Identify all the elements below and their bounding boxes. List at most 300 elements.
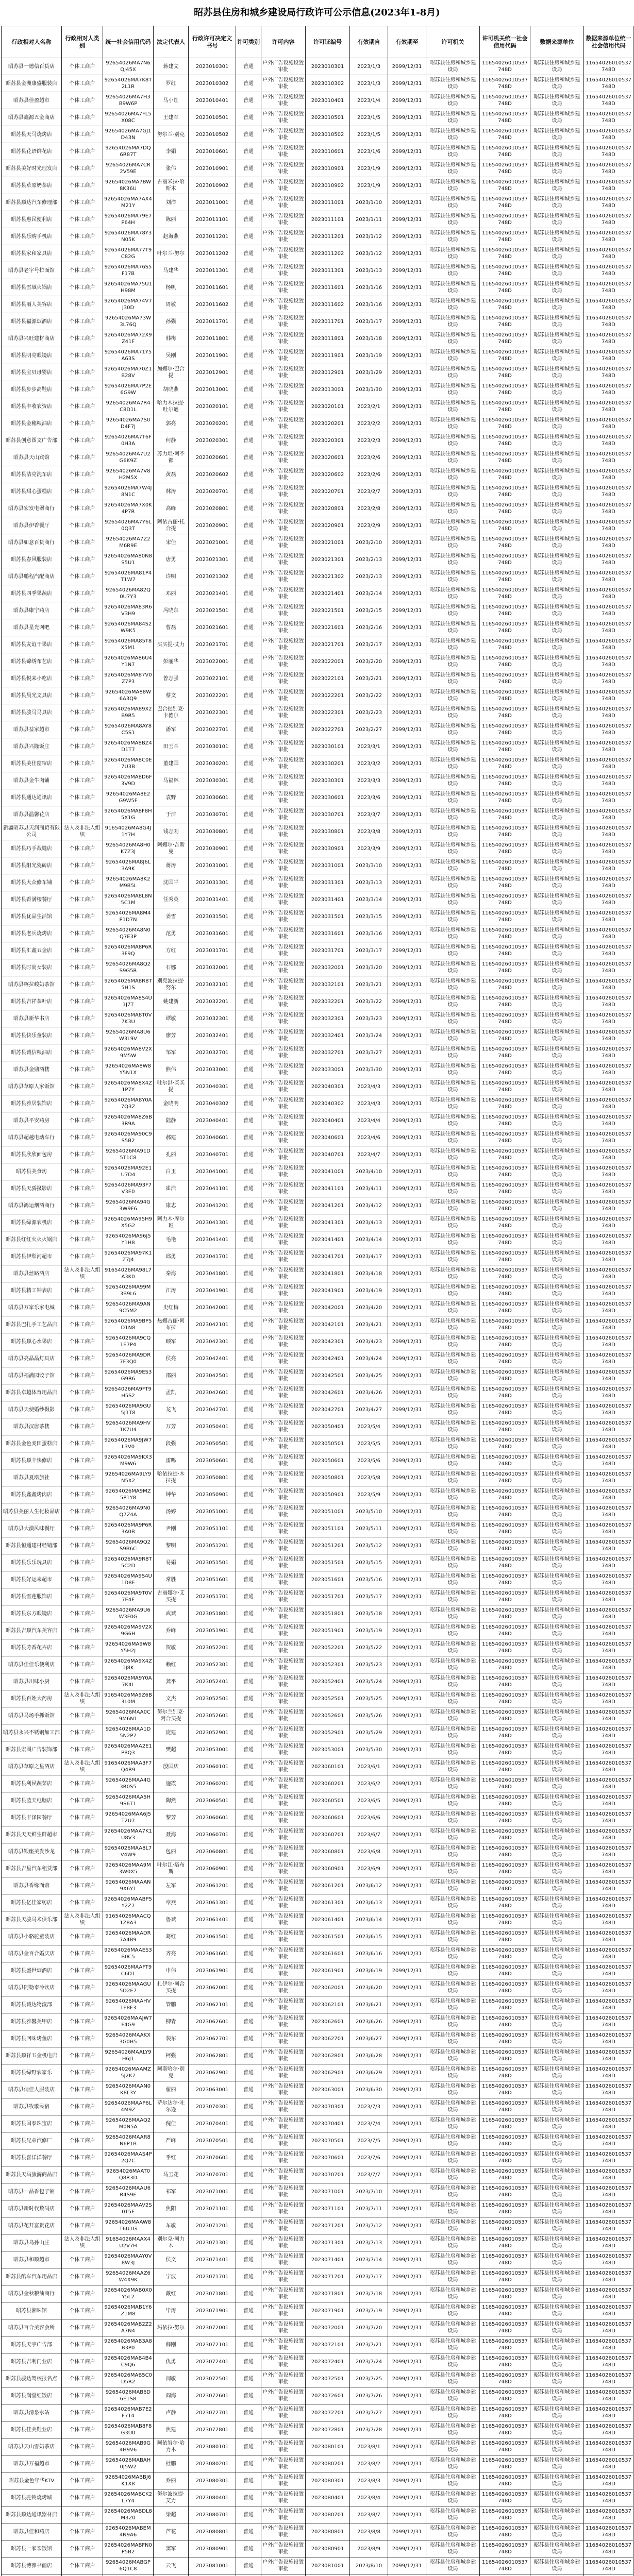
cell-license-type [236, 194, 261, 211]
table-row [2, 1656, 633, 1673]
cell-valid-to [388, 1452, 426, 1469]
cell-valid-from-text: 2023/6/27 [355, 2036, 382, 2042]
cell-category [62, 1231, 103, 1248]
cell-legal-rep [154, 1758, 189, 1775]
cell-valid-from-text: 2023/5/30 [355, 1747, 382, 1753]
cell-authority-text: 昭苏县住房和城乡建设局 [429, 842, 476, 855]
cell-license-type [236, 1146, 261, 1163]
cell-category [62, 942, 103, 959]
cell-legal-rep [154, 2370, 189, 2387]
cell-source-unit-text: 昭苏县住房和城乡建设局 [533, 2543, 580, 2555]
cell-source-unit [530, 1163, 584, 1180]
cell-name [2, 1639, 62, 1656]
cell-decision-no-text: 2023031001 [195, 862, 229, 869]
cell-legal-rep-text: 宋佳 [165, 539, 176, 546]
cell-credit-code [103, 738, 154, 755]
cell-authority-code [480, 1044, 530, 1061]
cell-category-text: 个体工商户 [69, 2019, 95, 2025]
cell-valid-from-text: 2023/8/4 [357, 2495, 380, 2501]
cell-license-content-text: 户外广告设施设置审批 [262, 451, 304, 464]
cell-authority [426, 1877, 480, 1894]
cell-license-no-text: 2023061501 [311, 1934, 344, 1940]
cell-valid-from [350, 296, 388, 313]
cell-source-unit [530, 1316, 584, 1333]
cell-license-no [306, 143, 350, 160]
cell-license-no [306, 1792, 350, 1809]
cell-category-text: 个体工商户 [69, 607, 95, 614]
cell-legal-rep-text: 周敏 [165, 301, 176, 308]
cell-source-unit [530, 92, 584, 109]
cell-decision-no [189, 432, 236, 449]
cell-credit-code-text: 92654026MA8L8N5C1M [104, 893, 152, 906]
cell-legal-rep [154, 721, 189, 738]
cell-name-text: 昭苏县银座美发沙龙 [8, 1849, 55, 1855]
cell-credit-code-text: 92654026MA8C0E7U3B [104, 757, 152, 770]
cell-source-unit-text: 昭苏县住房和城乡建设局 [533, 1352, 580, 1365]
table-row [2, 585, 633, 602]
cell-name [2, 160, 62, 177]
cell-name-text: 昭苏县骏马马具店 [11, 709, 52, 716]
cell-source-code-text: 11654026010537748D [585, 111, 632, 124]
cell-legal-rep [154, 364, 189, 381]
cell-decision-no [189, 1894, 236, 1911]
cell-license-content [261, 976, 306, 993]
cell-license-no [306, 568, 350, 585]
cell-source-unit [530, 925, 584, 942]
cell-license-no [306, 908, 350, 925]
cell-authority-code [480, 670, 530, 687]
cell-authority-code-text: 11654026010537748D [481, 1590, 528, 1603]
cell-license-no [306, 653, 350, 670]
cell-license-content [261, 2302, 306, 2319]
cell-valid-from [350, 415, 388, 432]
cell-license-no [306, 840, 350, 857]
cell-valid-from-text: 2023/2/16 [355, 624, 382, 631]
cell-valid-from-text: 2023/2/8 [357, 505, 380, 512]
cell-authority-code [480, 806, 530, 823]
cell-legal-rep-text: 曹磊 [165, 624, 176, 631]
cell-license-content-text: 户外广告设施设置审批 [262, 1250, 304, 1263]
cell-name [2, 1792, 62, 1809]
header-license-type: 许可类别 [236, 26, 261, 58]
cell-valid-to-text: 2099/12/31 [392, 1202, 422, 1209]
cell-credit-code [103, 1639, 154, 1656]
cell-source-unit [530, 194, 584, 211]
cell-name [2, 2472, 62, 2489]
cell-source-unit [530, 1690, 584, 1707]
cell-valid-to [388, 2047, 426, 2064]
cell-license-type [236, 2132, 261, 2149]
cell-credit-code-text: 92654026MA9AN9C5M2 [105, 1301, 151, 1314]
cell-authority-code [480, 279, 530, 296]
cell-valid-to [388, 1435, 426, 1452]
cell-credit-code-text: 92654026MAA7K1U8V3 [104, 1828, 152, 1841]
cell-legal-rep [154, 126, 189, 143]
cell-source-unit-text: 昭苏县住房和城乡建设局 [533, 570, 580, 583]
cell-valid-from [350, 1197, 388, 1214]
cell-license-type [236, 721, 261, 738]
cell-authority-code [480, 636, 530, 653]
cell-legal-rep [154, 1146, 189, 1163]
cell-source-unit-text: 昭苏县住房和城乡建设局 [533, 1760, 580, 1773]
cell-authority-text: 昭苏县住房和城乡建设局 [429, 638, 476, 651]
cell-category-text: 个体工商户 [69, 1645, 95, 1651]
cell-source-unit [530, 789, 584, 806]
cell-source-unit [530, 2387, 584, 2404]
cell-source-code-text: 11654026010537748D [585, 2321, 632, 2334]
cell-source-code [584, 1656, 633, 1673]
cell-valid-from-text: 2023/1/3 [357, 63, 380, 70]
cell-category-text: 个体工商户 [69, 420, 95, 427]
cell-valid-from [350, 2302, 388, 2319]
cell-name-text: 昭苏县悦来小吃店 [11, 675, 52, 682]
cell-license-content-text: 户外广告设施设置审批 [262, 2049, 304, 2062]
cell-authority [426, 1401, 480, 1418]
cell-decision-no [189, 2183, 236, 2200]
cell-authority-text: 昭苏县住房和城乡建设局 [429, 1369, 476, 1382]
cell-authority-text: 昭苏县住房和城乡建设局 [429, 1726, 476, 1739]
cell-license-content [261, 2132, 306, 2149]
cell-category [62, 143, 103, 160]
cell-license-no-text: 2023032201 [311, 998, 344, 1005]
cell-valid-from [350, 721, 388, 738]
cell-legal-rep-text: 包丽 [165, 1849, 176, 1855]
cell-name [2, 1945, 62, 1962]
cell-credit-code [103, 840, 154, 857]
cell-credit-code [103, 296, 154, 313]
cell-authority-code-text: 11654026010537748D [481, 2509, 528, 2521]
cell-valid-to-text: 2099/12/31 [392, 335, 422, 342]
cell-legal-rep-text: 叶尔兰·努尔 [157, 250, 185, 257]
cell-license-type-text: 普通 [243, 539, 254, 546]
cell-license-content-text: 户外广告设施设置审批 [262, 927, 304, 940]
cell-license-type-text: 普通 [243, 2342, 254, 2348]
cell-source-code-text: 11654026010537748D [585, 366, 632, 379]
cell-license-content [261, 2353, 306, 2370]
table-row [2, 704, 633, 721]
cell-license-no [306, 2506, 350, 2523]
cell-authority [426, 1146, 480, 1163]
cell-license-no [306, 806, 350, 823]
cell-authority-code [480, 2200, 530, 2217]
cell-license-type [236, 1061, 261, 1078]
cell-license-no [306, 2132, 350, 2149]
cell-source-code-text: 11654026010537748D [585, 1148, 632, 1161]
cell-valid-to-text: 2099/12/31 [392, 2019, 422, 2025]
cell-license-type [236, 1962, 261, 1979]
cell-decision-no-text: 2023040401 [195, 1117, 229, 1124]
cell-license-type [236, 262, 261, 279]
cell-source-code [584, 92, 633, 109]
cell-authority-code [480, 1197, 530, 1214]
cell-authority [426, 1826, 480, 1843]
cell-source-code-text: 11654026010537748D [585, 961, 632, 974]
cell-authority-code [480, 296, 530, 313]
cell-credit-code [103, 2030, 154, 2047]
cell-source-unit [530, 483, 584, 500]
cell-category [62, 1146, 103, 1163]
cell-license-type [236, 534, 261, 551]
cell-authority [426, 2455, 480, 2472]
cell-name [2, 1911, 62, 1928]
cell-valid-from-text: 2023/4/21 [355, 1321, 382, 1328]
cell-name-text: 昭苏县草原奶茶店 [11, 182, 52, 189]
cell-decision-no-text: 2023052901 [195, 1730, 229, 1736]
cell-authority-code-text: 11654026010537748D [481, 400, 528, 413]
cell-source-code [584, 1860, 633, 1877]
cell-name [2, 245, 62, 262]
table-row [2, 483, 633, 500]
cell-license-no-text: 2023052401 [311, 1679, 344, 1685]
cell-decision-no [189, 687, 236, 704]
cell-valid-to-text: 2099/12/31 [392, 2138, 422, 2144]
cell-license-content [261, 551, 306, 568]
cell-source-unit [530, 2268, 584, 2285]
cell-authority-text: 昭苏县住房和城乡建设局 [429, 621, 476, 634]
cell-valid-from-text: 2023/5/19 [355, 1628, 382, 1634]
cell-license-no-text: 2023010302 [311, 80, 344, 87]
cell-authority-text: 昭苏县住房和城乡建设局 [429, 757, 476, 770]
cell-credit-code-text: 92654026MA91D5T1C8 [106, 1148, 151, 1161]
cell-legal-rep [154, 1554, 189, 1571]
cell-category-text: 个体工商户 [69, 896, 95, 903]
cell-authority [426, 704, 480, 721]
cell-license-content [261, 381, 306, 398]
cell-authority-code [480, 245, 530, 262]
cell-authority-code-text: 11654026010537748D [481, 859, 528, 872]
cell-license-content [261, 2200, 306, 2217]
cell-category-text: 个体工商户 [69, 1730, 95, 1736]
cell-valid-from [350, 1639, 388, 1656]
cell-license-content [261, 789, 306, 806]
cell-license-content [261, 2013, 306, 2030]
cell-name-text: 昭苏县金秋粮油商行 [8, 2291, 55, 2297]
cell-license-no-text: 2023072101 [311, 2342, 344, 2348]
cell-authority-code [480, 1622, 530, 1639]
cell-license-no-text: 2023031301 [311, 879, 344, 886]
cell-decision-no-text: 2023030701 [195, 811, 229, 818]
cell-source-unit-text: 昭苏县住房和城乡建设局 [533, 77, 580, 90]
cell-authority-code [480, 1265, 530, 1282]
cell-source-unit-text: 昭苏县住房和城乡建设局 [533, 2406, 580, 2419]
cell-decision-no-text: 2023070401 [195, 2121, 229, 2127]
cell-source-unit [530, 1945, 584, 1962]
cell-authority [426, 1010, 480, 1027]
cell-source-code-text: 11654026010537748D [585, 808, 632, 821]
cell-authority-text: 昭苏县住房和城乡建设局 [429, 1760, 476, 1773]
cell-valid-to-text: 2099/12/31 [392, 1355, 422, 1362]
cell-decision-no [189, 2319, 236, 2336]
cell-valid-from [350, 1486, 388, 1503]
cell-credit-code-text: 92654026MABDL8M3Z0 [104, 2509, 152, 2521]
cell-credit-code-text: 92654026MA9R8T5C2D [104, 1556, 152, 1569]
cell-source-unit [530, 1979, 584, 1996]
cell-license-content [261, 1095, 306, 1112]
cell-name-text: 昭苏县晨光文具店 [11, 692, 52, 699]
cell-source-unit-text: 昭苏县住房和城乡建设局 [533, 2151, 580, 2164]
cell-license-content-text: 户外广告设施设置审批 [262, 281, 304, 294]
cell-valid-to [388, 2472, 426, 2489]
cell-credit-code [103, 1316, 154, 1333]
cell-authority-text: 昭苏县住房和城乡建设局 [429, 1828, 476, 1841]
cell-license-no [306, 1197, 350, 1214]
cell-authority-code [480, 1724, 530, 1741]
cell-name-text: 昭苏县平安药房 [13, 1117, 49, 1124]
cell-license-no-text: 2023042001 [311, 1304, 344, 1311]
cell-license-content [261, 1979, 306, 1996]
cell-source-unit [530, 1775, 584, 1792]
cell-valid-from-text: 2023/6/26 [355, 2019, 382, 2025]
cell-authority [426, 347, 480, 364]
cell-license-content [261, 653, 306, 670]
cell-license-no-text: 2023031501 [311, 913, 344, 920]
cell-decision-no [189, 891, 236, 908]
cell-valid-to [388, 857, 426, 874]
cell-name [2, 1843, 62, 1860]
cell-license-no-text: 2023011101 [311, 216, 344, 223]
cell-authority-code-text: 11654026010537748D [481, 77, 528, 90]
cell-license-no [306, 2489, 350, 2506]
cell-license-type-text: 普通 [243, 811, 254, 818]
cell-name-text: 昭苏县金鼎酒楼 [13, 1066, 49, 1073]
cell-legal-rep [154, 2336, 189, 2353]
cell-decision-no [189, 143, 236, 160]
cell-valid-from-text: 2023/4/27 [355, 1406, 382, 1413]
cell-name-text: 昭苏县四季果蔬店 [11, 590, 52, 597]
table-row [2, 857, 633, 874]
cell-source-code-text: 11654026010537748D [585, 2372, 632, 2385]
cell-valid-to [388, 789, 426, 806]
cell-source-code-text: 11654026010537748D [585, 281, 632, 294]
cell-valid-from-text: 2023/7/6 [357, 2155, 380, 2161]
cell-valid-to-text: 2099/12/31 [392, 1032, 422, 1039]
cell-license-type [236, 1112, 261, 1129]
cell-authority-code-text: 11654026010537748D [481, 281, 528, 294]
cell-valid-from-text: 2023/6/30 [355, 2087, 382, 2093]
cell-credit-code-text: 92654026MA89X2B9R5 [104, 706, 152, 719]
cell-authority [426, 1163, 480, 1180]
cell-category [62, 2336, 103, 2353]
cell-credit-code-text: 92654026MA76S5F17B [104, 264, 152, 277]
cell-license-no-text: 2023052601 [311, 1713, 344, 1719]
cell-name [2, 1690, 62, 1707]
cell-source-unit-text: 昭苏县住房和城乡建设局 [533, 366, 580, 379]
cell-license-type-text: 普通 [243, 981, 254, 988]
cell-license-no [306, 1673, 350, 1690]
cell-source-code [584, 2574, 633, 2576]
cell-category-text: 个体工商户 [69, 2478, 95, 2484]
cell-license-content-text: 户外广告设施设置审批 [262, 1692, 304, 1705]
cell-legal-rep [154, 1061, 189, 1078]
cell-category-text: 个体工商户 [69, 573, 95, 580]
table-row [2, 2472, 633, 2489]
cell-authority [426, 2064, 480, 2081]
cell-valid-from [350, 2353, 388, 2370]
cell-valid-from-text: 2023/2/14 [355, 590, 382, 597]
cell-license-content [261, 1027, 306, 1044]
cell-name-text: 昭苏县夏塔旅社 [13, 1475, 49, 1481]
cell-valid-to-text: 2099/12/31 [392, 488, 422, 495]
cell-valid-from [350, 891, 388, 908]
cell-source-code [584, 602, 633, 619]
cell-license-content-text: 户外广告设施设置审批 [262, 1590, 304, 1603]
cell-name-text: 昭苏县鑫源五金商店 [8, 114, 55, 121]
cell-license-type-text: 普通 [243, 1509, 254, 1515]
cell-valid-from [350, 245, 388, 262]
cell-license-content-text: 户外广告设施设置审批 [262, 2185, 304, 2198]
cell-source-unit [530, 891, 584, 908]
cell-decision-no [189, 704, 236, 721]
cell-category [62, 1452, 103, 1469]
cell-name [2, 687, 62, 704]
cell-category-text: 个体工商户 [69, 2444, 95, 2450]
cell-license-type [236, 2234, 261, 2251]
cell-category-text: 个体工商户 [69, 1083, 95, 1090]
cell-source-code-text: 11654026010537748D [585, 927, 632, 940]
cell-source-unit [530, 2404, 584, 2421]
cell-category [62, 670, 103, 687]
cell-source-code-text: 11654026010537748D [585, 1454, 632, 1467]
cell-license-no-text: 2023011201 [311, 233, 344, 240]
cell-source-code [584, 1197, 633, 1214]
cell-category [62, 449, 103, 466]
cell-license-content-text: 户外广告设施设置审批 [262, 247, 304, 260]
cell-decision-no [189, 976, 236, 993]
cell-credit-code [103, 534, 154, 551]
cell-name [2, 2115, 62, 2132]
cell-license-type [236, 738, 261, 755]
cell-source-code [584, 636, 633, 653]
cell-name-text: 昭苏县大漠风味餐厅 [8, 1526, 55, 1532]
cell-license-type [236, 2438, 261, 2455]
cell-legal-rep [154, 1078, 189, 1095]
cell-name-text: 昭苏县酷车汽车用品店 [6, 2274, 57, 2280]
header-valid-from: 有效期自 [350, 26, 388, 58]
cell-legal-rep-text: 阿斯哈尔·别克 [157, 2066, 185, 2079]
cell-authority-code [480, 1605, 530, 1622]
cell-name-text: 昭苏县马场手抓饭馆 [8, 1713, 55, 1719]
cell-valid-to-text: 2099/12/31 [392, 369, 422, 376]
cell-authority [426, 551, 480, 568]
cell-valid-to [388, 415, 426, 432]
cell-authority-text: 昭苏县住房和城乡建设局 [429, 893, 476, 906]
cell-valid-to [388, 2064, 426, 2081]
cell-source-code [584, 1146, 633, 1163]
cell-license-type [236, 1333, 261, 1350]
cell-name-text: 昭苏县一德信百货店 [8, 63, 55, 70]
cell-valid-from-text: 2023/4/26 [355, 1389, 382, 1396]
cell-category [62, 2455, 103, 2472]
cell-authority-code [480, 1248, 530, 1265]
cell-license-content-text: 户外广告设施设置审批 [262, 2321, 304, 2334]
cell-decision-no-text: 2023042701 [195, 1406, 229, 1413]
cell-decision-no [189, 2421, 236, 2438]
cell-valid-to [388, 2421, 426, 2438]
cell-source-code [584, 670, 633, 687]
table-row [2, 2030, 633, 2047]
cell-name [2, 925, 62, 942]
cell-source-unit-text: 昭苏县住房和城乡建设局 [533, 2492, 580, 2504]
cell-authority-code-text: 11654026010537748D [481, 2492, 528, 2504]
cell-valid-from [350, 1265, 388, 1282]
cell-license-no-text: 2023051701 [311, 1594, 344, 1600]
cell-legal-rep [154, 2302, 189, 2319]
cell-name [2, 2268, 62, 2285]
cell-authority-code-text: 11654026010537748D [481, 2049, 528, 2062]
cell-legal-rep [154, 1571, 189, 1588]
cell-license-no [306, 1418, 350, 1435]
cell-license-content-text: 户外广告设施设置审批 [262, 94, 304, 107]
